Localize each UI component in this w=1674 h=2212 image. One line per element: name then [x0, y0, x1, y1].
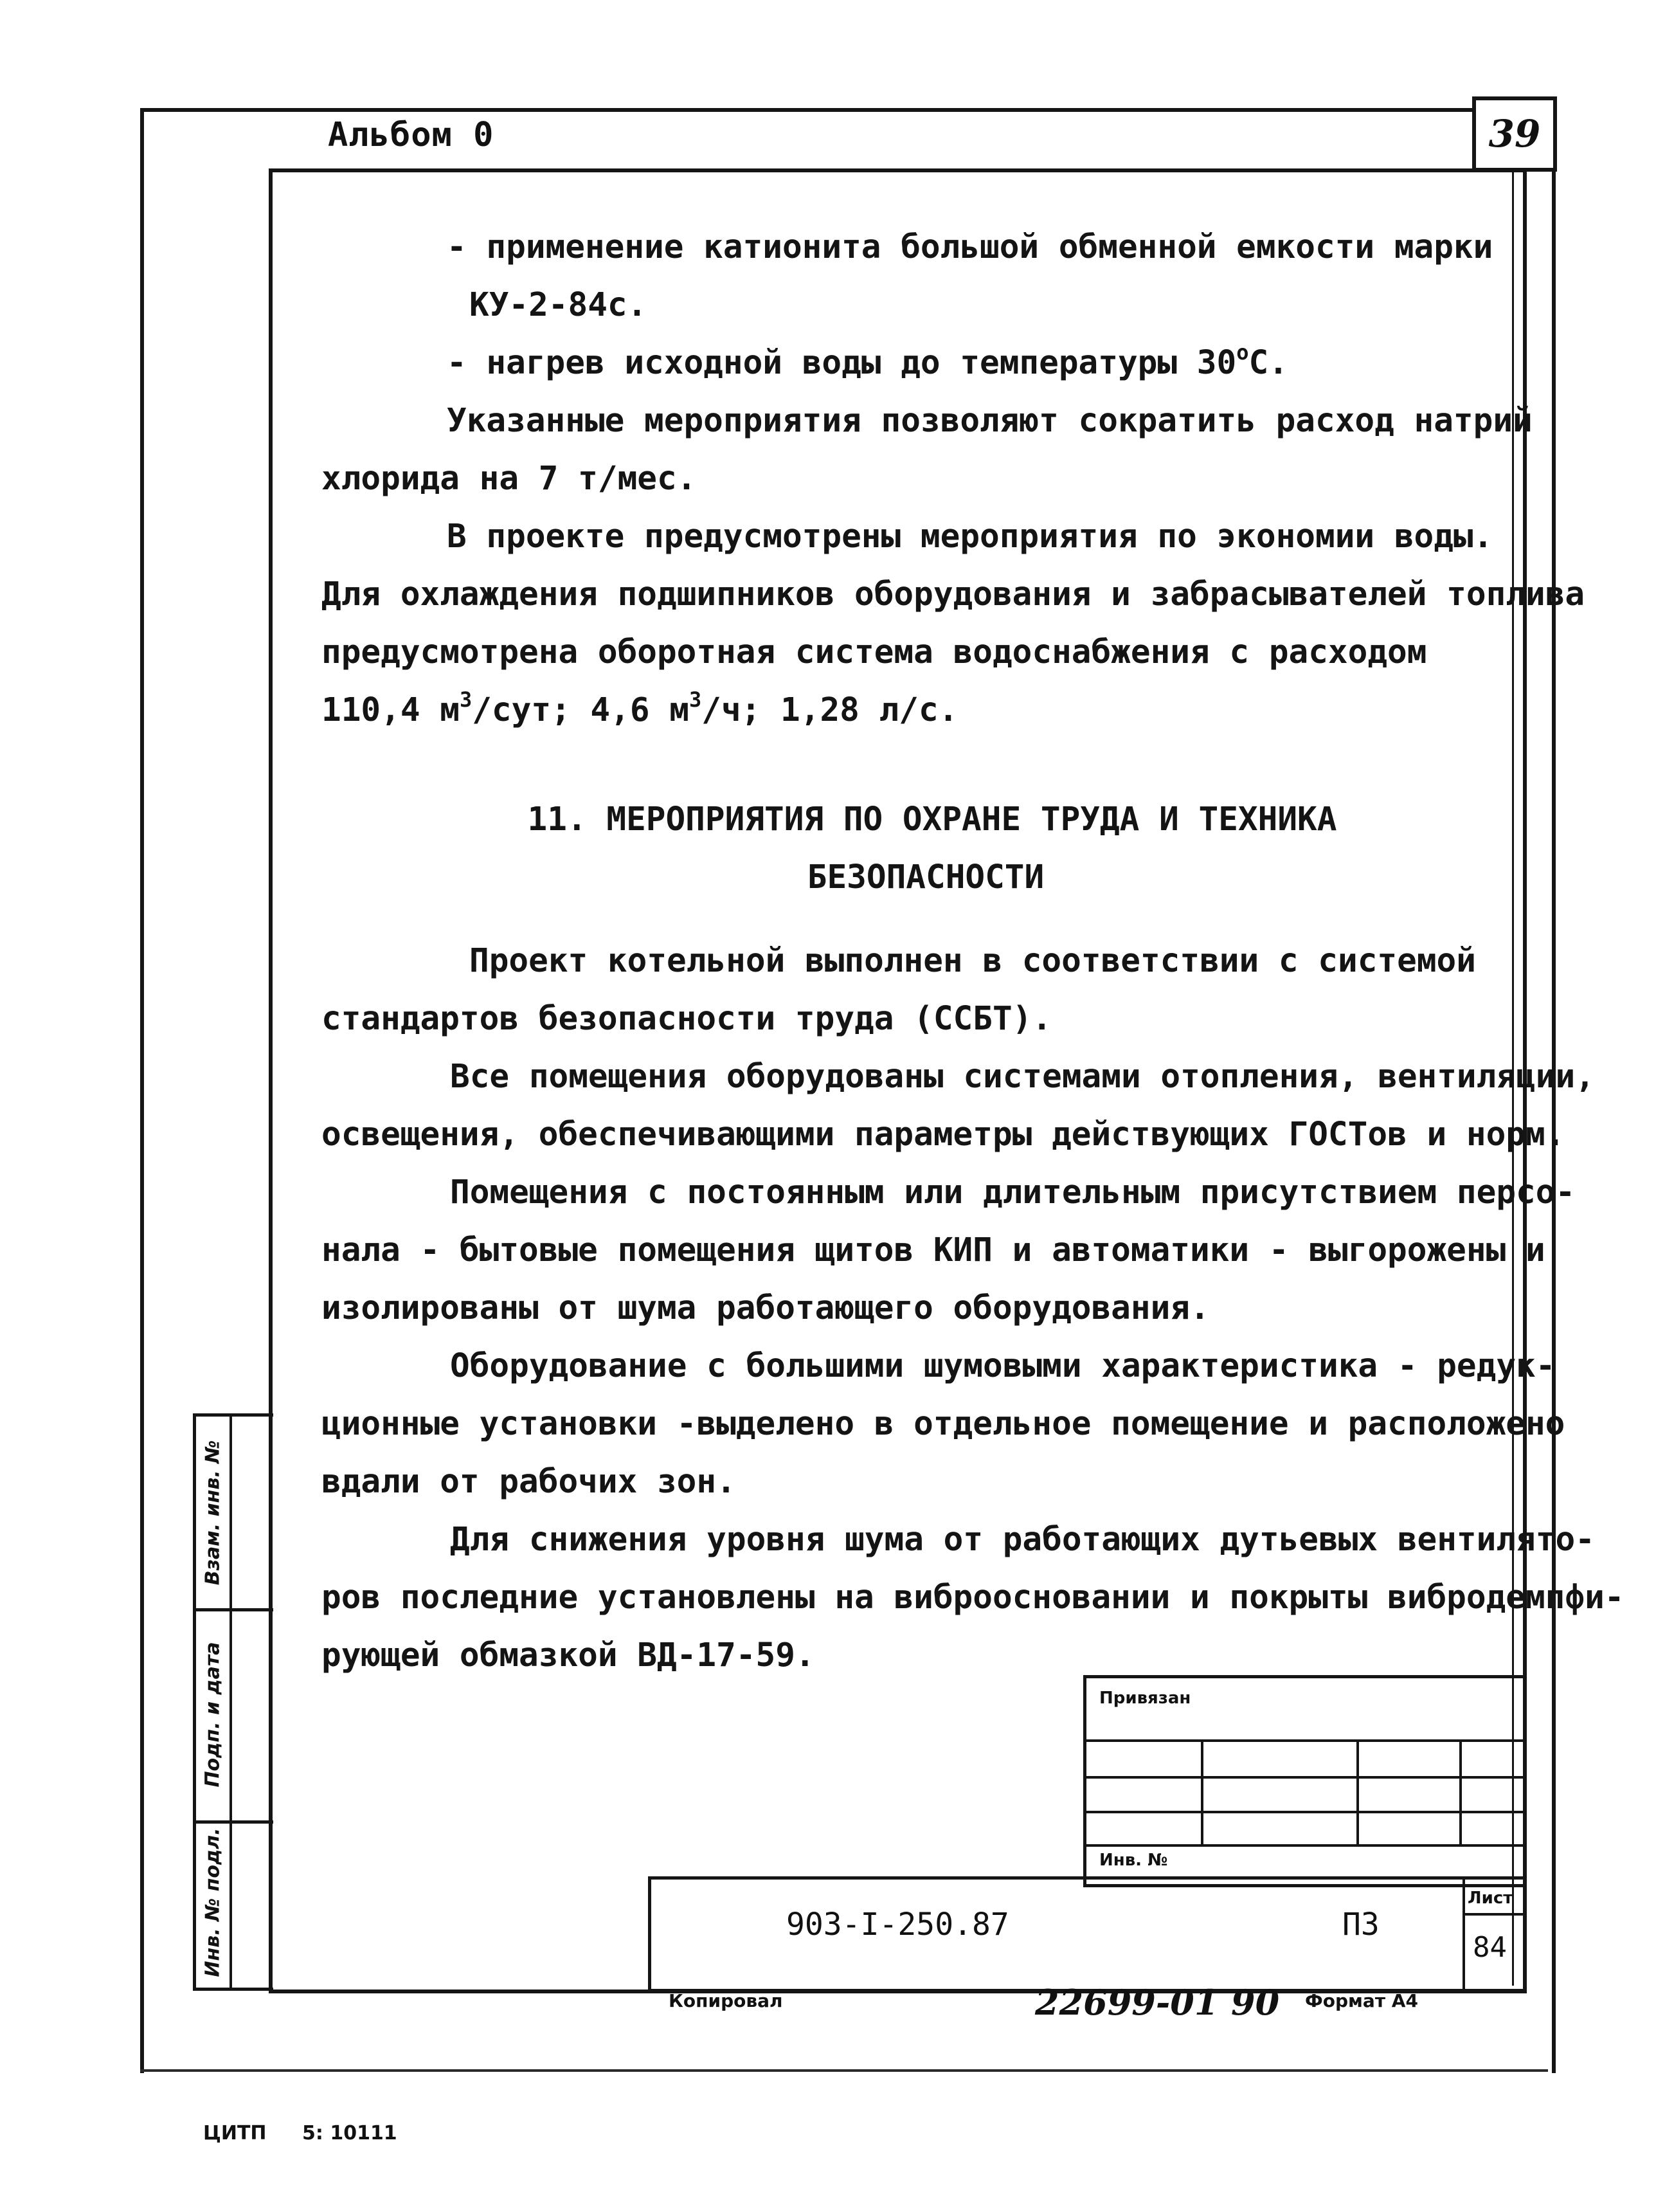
document-body: [321, 219, 1625, 1685]
text-line: [321, 682, 1504, 739]
text-fragment: - нагрев исходной воды до температуры 30: [447, 344, 1237, 382]
publisher-code: 5: 10111: [302, 2122, 397, 2144]
text-line: стандартов безопасности труда (ССБТ).: [321, 1000, 1052, 1038]
section-title-cont: БЕЗОПАСНОСТИ: [807, 858, 1045, 896]
inventory-label: Инв. №: [1099, 1851, 1168, 1870]
document-type: ПЗ: [1342, 1907, 1380, 1943]
text-fragment: /сут; 4,6 м: [472, 691, 689, 729]
text-line: КУ-2-84с.: [469, 286, 647, 324]
text-line: Оборудование с большими шумовыми характеристика - редук-: [450, 1347, 1556, 1385]
text-line: рующей обмазкой ВД-17-59.: [321, 1636, 815, 1674]
sheet-value: 84: [1473, 1931, 1507, 1964]
sheet-number: 39: [1472, 96, 1557, 172]
text-line: ционные установки -выделено в отдельное помещение и расположено: [321, 1405, 1565, 1443]
side-stamp-label: Взам. инв. №: [201, 1440, 224, 1585]
format-label: Формат А4: [1305, 1990, 1418, 2011]
side-stamp-label: Подп. и дата: [201, 1641, 224, 1788]
text-line: Указанные мероприятия позволяют сократить расход натрий: [447, 402, 1533, 440]
text-line: Помещения с постоянным или длительным присутствием персо-: [450, 1174, 1576, 1211]
text-line: - применение катионита большой обменной емкости марки: [447, 228, 1493, 266]
side-stamp-label: Инв. № подл.: [201, 1827, 224, 1977]
outer-frame-bottom: [140, 2069, 1548, 2072]
text-line: Проект котельной выполнен в соответствии с системой: [469, 942, 1476, 980]
copied-label: Копировал: [669, 1990, 783, 2011]
text-line: [321, 334, 1504, 392]
order-sheet: 90: [1231, 1982, 1280, 2023]
approval-block: [1083, 1675, 1527, 1887]
text-line: хлорида на 7 т/мес.: [321, 460, 697, 498]
album-label: Альбом 0: [328, 116, 494, 154]
text-line: Все помещения оборудованы системами отопления, вентиляции,: [450, 1058, 1595, 1096]
order-number: 22699-01: [1035, 1982, 1219, 2023]
sheet-label: Лист: [1468, 1889, 1513, 1908]
text-line: предусмотрена оборотная система водоснабжения с расходом: [321, 633, 1427, 671]
text-line: нала - бытовые помещения щитов КИП и автоматики - выгорожены и: [321, 1231, 1545, 1269]
text-fragment: /ч; 1,28 л/с.: [701, 691, 959, 729]
superscript: 3: [688, 687, 702, 712]
text-line: изолированы от шума работающего оборудования.: [321, 1289, 1210, 1327]
document-code: 903-I-250.87: [786, 1907, 1009, 1943]
text-line: Для охлаждения подшипников оборудования и забрасывателей топлива: [321, 576, 1585, 613]
text-line: вдали от рабочих зон.: [321, 1463, 736, 1501]
text-line: Для снижения уровня шума от работающих дутьевых вентилято-: [450, 1521, 1595, 1559]
text-line: ров последние установлены на виброосновании и покрыты вибродемпфи-: [321, 1579, 1625, 1617]
side-stamp: [193, 1413, 273, 1991]
title-block: [648, 1876, 1524, 1992]
text-fragment: С.: [1248, 344, 1288, 382]
publisher-label: ЦИТП: [203, 2122, 267, 2144]
text-fragment: 110,4 м: [321, 691, 460, 729]
attached-label: Привязан: [1099, 1689, 1191, 1708]
superscript: 3: [459, 687, 473, 712]
degree-sign: o: [1236, 340, 1249, 365]
text-line: В проекте предусмотрены мероприятия по экономии воды.: [447, 518, 1493, 556]
section-title: 11. МЕРОПРИЯТИЯ ПО ОХРАНЕ ТРУДА И ТЕХНИКА: [527, 801, 1337, 839]
text-line: освещения, обеспечивающими параметры действующих ГОСТов и норм.: [321, 1116, 1565, 1154]
